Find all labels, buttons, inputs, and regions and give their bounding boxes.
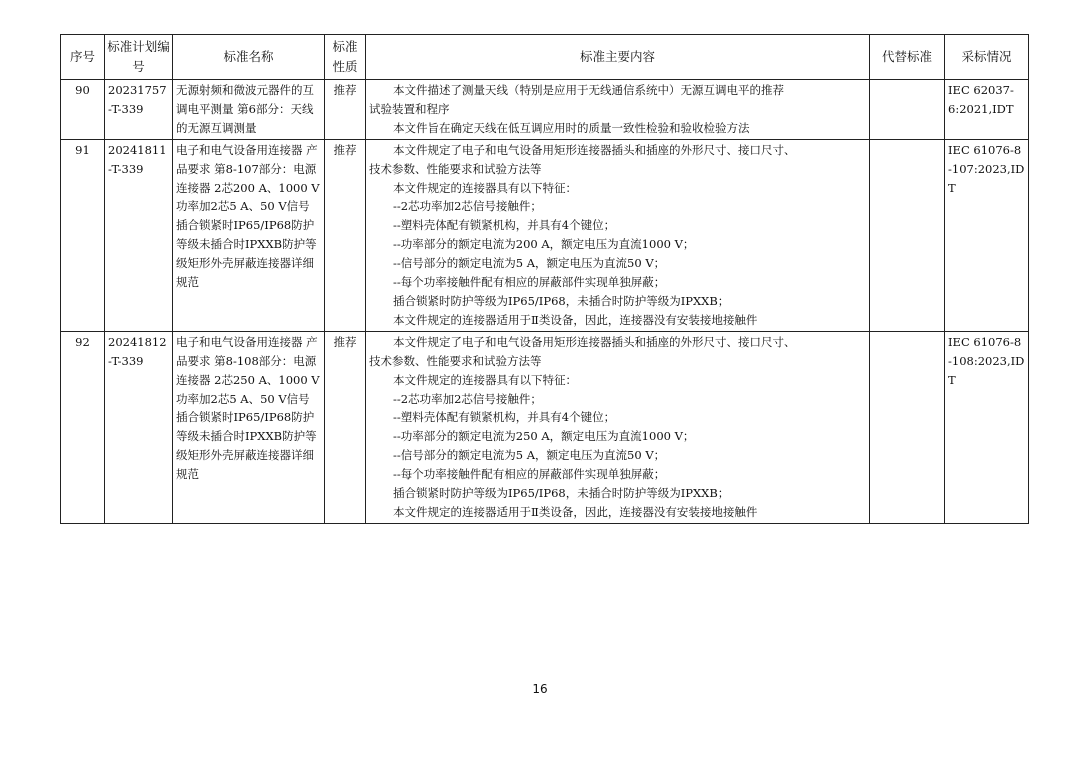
cell-name: 电子和电气设备用连接器 产品要求 第8-108部分：电源连接器 2芯250 A、1000 V功率加2芯5 A、50 V信号插合锁紧时IP65/IP68防护等级未插合时IPXXB防护等级矩形外壳屏蔽连接器详细规范 [173, 331, 325, 523]
cell-nature: 推荐 [325, 80, 366, 140]
content-line: 本文件规定的连接器适用于Ⅱ类设备，因此，连接器没有安装接地接触件 [393, 504, 758, 519]
cell-nature: 推荐 [325, 331, 366, 523]
cell-nature: 推荐 [325, 139, 366, 331]
content-line: 本文件规定了电子和电气设备用矩形连接器插头和插座的外形尺寸、接口尺寸、 [393, 142, 796, 157]
cell-no: 90 [61, 80, 105, 140]
content-line: 本文件规定的连接器具有以下特征： [393, 180, 577, 195]
content-line: --2芯功率加2芯信号接触件； [393, 391, 542, 406]
header-row [61, 35, 1029, 80]
content-line: 本文件规定的连接器适用于Ⅱ类设备，因此，连接器没有安装接地接触件 [393, 312, 758, 327]
cell-replace [870, 139, 945, 331]
cell-adopt: IEC 61076-8-107:2023,IDT [945, 139, 1029, 331]
content-line: 技术参数、性能要求和试验方法等 [369, 161, 542, 176]
table-row [61, 139, 1029, 331]
page-number: 16 [532, 682, 548, 696]
cell-adopt: IEC 61076-8-108:2023,IDT [945, 331, 1029, 523]
table-row [61, 331, 1029, 523]
content-line: 插合锁紧时防护等级为IP65/IP68，未插合时防护等级为IPXXB； [393, 486, 730, 501]
header-name: 标准名称 [173, 35, 325, 80]
content-line: --信号部分的额定电流为5 A，额定电压为直流50 V； [393, 448, 666, 463]
content-line: --塑料壳体配有锁紧机构，并具有4个键位； [393, 218, 616, 233]
cell-no: 91 [61, 139, 105, 331]
content-line: 技术参数、性能要求和试验方法等 [369, 353, 542, 368]
header-no: 序号 [61, 35, 105, 80]
cell-adopt: IEC 62037-6:2021,IDT [945, 80, 1029, 140]
content-line: --功率部分的额定电流为250 A，额定电压为直流1000 V； [393, 429, 695, 444]
cell-content [366, 139, 870, 331]
header-adopt: 采标情况 [945, 35, 1029, 80]
content-line: 试验装置和程序 [369, 101, 450, 116]
table-row [61, 80, 1029, 140]
content-line: 本文件规定了电子和电气设备用矩形连接器插头和插座的外形尺寸、接口尺寸、 [393, 334, 796, 349]
cell-name: 无源射频和微波元器件的互调电平测量 第6部分：天线的无源互调测量 [173, 80, 325, 140]
content-line: 本文件规定的连接器具有以下特征： [393, 372, 577, 387]
content-line: --信号部分的额定电流为5 A，额定电压为直流50 V； [393, 256, 666, 271]
cell-replace [870, 80, 945, 140]
content-line: 插合锁紧时防护等级为IP65/IP68，未插合时防护等级为IPXXB； [393, 293, 730, 308]
standards-table [60, 34, 1029, 524]
content-line: 本文件描述了测量天线（特别是应用于无线通信系统中）无源互调电平的推荐 [393, 83, 784, 97]
cell-plan-no: 20231757-T-339 [105, 80, 173, 140]
content-line: --功率部分的额定电流为200 A，额定电压为直流1000 V； [393, 237, 695, 252]
header-nature: 标准性质 [325, 35, 366, 80]
table-body [61, 80, 1029, 524]
cell-content [366, 80, 870, 140]
header-replace: 代替标准 [870, 35, 945, 80]
content-line: --2芯功率加2芯信号接触件； [393, 199, 542, 214]
content-line: --每个功率接触件配有相应的屏蔽部件实现单独屏蔽； [393, 275, 666, 290]
cell-name: 电子和电气设备用连接器 产品要求 第8-107部分：电源连接器 2芯200 A、1000 V功率加2芯5 A、50 V信号插合锁紧时IP65/IP68防护等级未插合时IPXXB防护等级矩形外壳屏蔽连接器详细规范 [173, 139, 325, 331]
cell-content [366, 331, 870, 523]
cell-replace [870, 331, 945, 523]
content-line: 本文件旨在确定天线在低互调应用时的质量一致性检验和验收检验方法 [393, 120, 750, 135]
header-plan-no: 标准计划编号 [105, 35, 173, 80]
cell-plan-no: 20241811-T-339 [105, 139, 173, 331]
cell-no: 92 [61, 331, 105, 523]
cell-plan-no: 20241812-T-339 [105, 331, 173, 523]
header-content: 标准主要内容 [366, 35, 870, 80]
content-line: --每个功率接触件配有相应的屏蔽部件实现单独屏蔽； [393, 467, 666, 482]
content-line: --塑料壳体配有锁紧机构，并具有4个键位； [393, 410, 616, 425]
